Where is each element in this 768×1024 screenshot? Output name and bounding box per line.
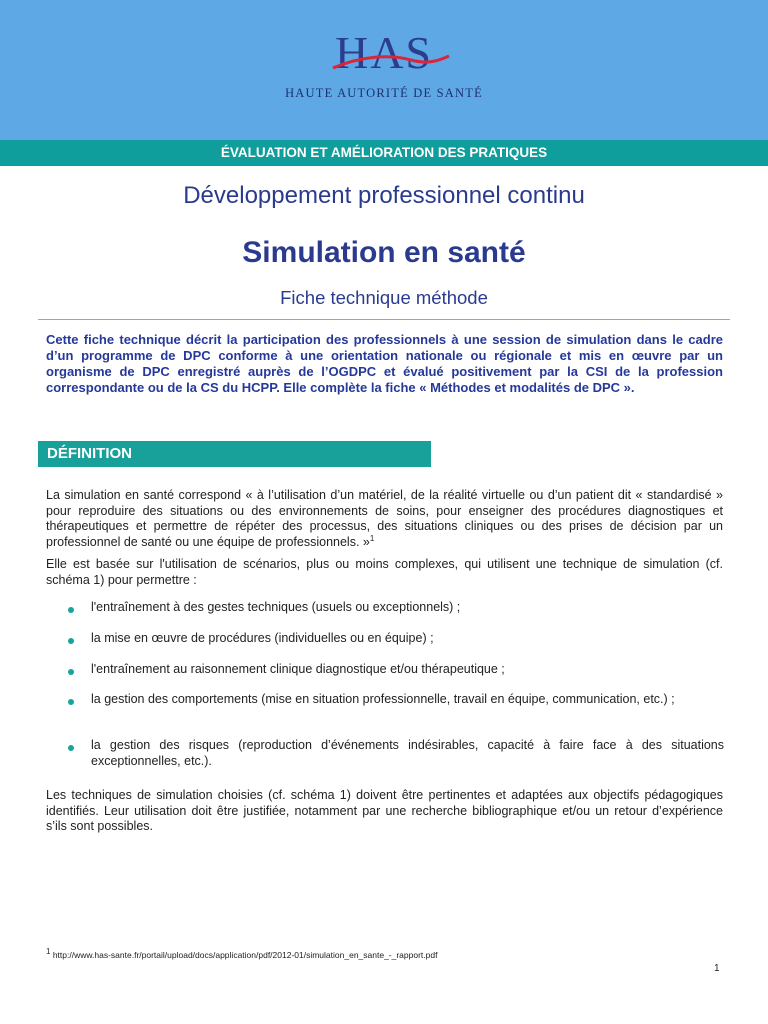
document-type: Fiche technique méthode [280, 287, 488, 308]
definition-paragraph [46, 488, 723, 550]
list-item-text: la mise en œuvre de procédures (individuelles ou en équipe) ; [91, 631, 434, 645]
bullet-icon [68, 745, 74, 751]
document-subtitle: Développement professionnel continu [183, 182, 585, 209]
footnote-link[interactable]: http://www.has-sante.fr/portail/upload/docs/application/pdf/2012-01/simulation_en_sante_-_rapport.pdf [52, 950, 438, 960]
bullet-icon [68, 607, 74, 613]
footnote [46, 947, 438, 960]
list-item [68, 738, 724, 769]
list-item [68, 631, 724, 647]
list-item [68, 600, 724, 616]
intro-paragraph: Cette fiche technique décrit la participation des professionnels à une session de simulation dans le cadre d’un programme de DPC conforme à une orientation nationale ou régionale et mis en œuvre par un organisme de DPC enregistré auprès de l’OGDPC et évalué positivement par la CSI de la profession correspondante ou de la CS du HCPP. Elle complète la fiche « Méthodes et modalités de DPC ». [46, 332, 723, 395]
bullet-icon [68, 669, 74, 675]
category-bar: ÉVALUATION ET AMÉLIORATION DES PRATIQUES [0, 140, 768, 166]
list-item [68, 692, 724, 708]
section-heading: DÉFINITION [38, 441, 431, 467]
footnote-ref: 1 [369, 533, 375, 543]
has-logo [0, 27, 768, 101]
logo-subtitle: HAUTE AUTORITÉ DE SANTÉ [285, 86, 483, 100]
swoosh-icon [331, 52, 451, 74]
techniques-paragraph: Les techniques de simulation choisies (cf. schéma 1) doivent être pertinentes et adaptées aux objectifs pédagogiques identifiés. Leur utilisation doit être justifiée, notamment par une recherche bibliographique et/ou un retour d’expérience s’ils sont possibles. [46, 788, 723, 833]
document-title: Simulation en santé [242, 236, 526, 269]
list-item-text: l'entraînement à des gestes techniques (usuels ou exceptionnels) ; [91, 600, 461, 614]
definition-text: La simulation en santé correspond « à l’utilisation d’un matériel, de la réalité virtuelle ou d’un patient dit « standardisé » pour reproduire des situations ou des environnements de soins, pour enseigner des procédures diagnostiques et thérapeutiques et permettre de répéter des processus, des situations cliniques ou des prises de décision par un professionnel de santé ou une équipe de professionnels. » [46, 488, 723, 549]
scenario-paragraph: Elle est basée sur l'utilisation de scénarios, plus ou moins complexes, qui utilisent une technique de simulation (cf. schéma 1) pour permettre : [46, 557, 723, 587]
header-banner [0, 0, 768, 140]
list-item [68, 662, 724, 678]
logo-text: HAS [334, 27, 434, 78]
bullet-icon [68, 638, 74, 644]
list-item-text: la gestion des comportements (mise en situation professionnelle, travail en équipe, communication, etc.) ; [91, 692, 675, 706]
page-number: 1 [714, 963, 720, 974]
logo-wordmark [334, 27, 434, 78]
list-item-text: la gestion des risques (reproduction d’événements indésirables, capacité à faire face à des situations exceptionnelles, etc.). [91, 738, 724, 768]
title-divider [38, 319, 730, 320]
list-item-text: l'entraînement au raisonnement clinique diagnostique et/ou thérapeutique ; [91, 662, 505, 676]
footnote-number: 1 [46, 947, 51, 957]
bullet-icon [68, 699, 74, 705]
